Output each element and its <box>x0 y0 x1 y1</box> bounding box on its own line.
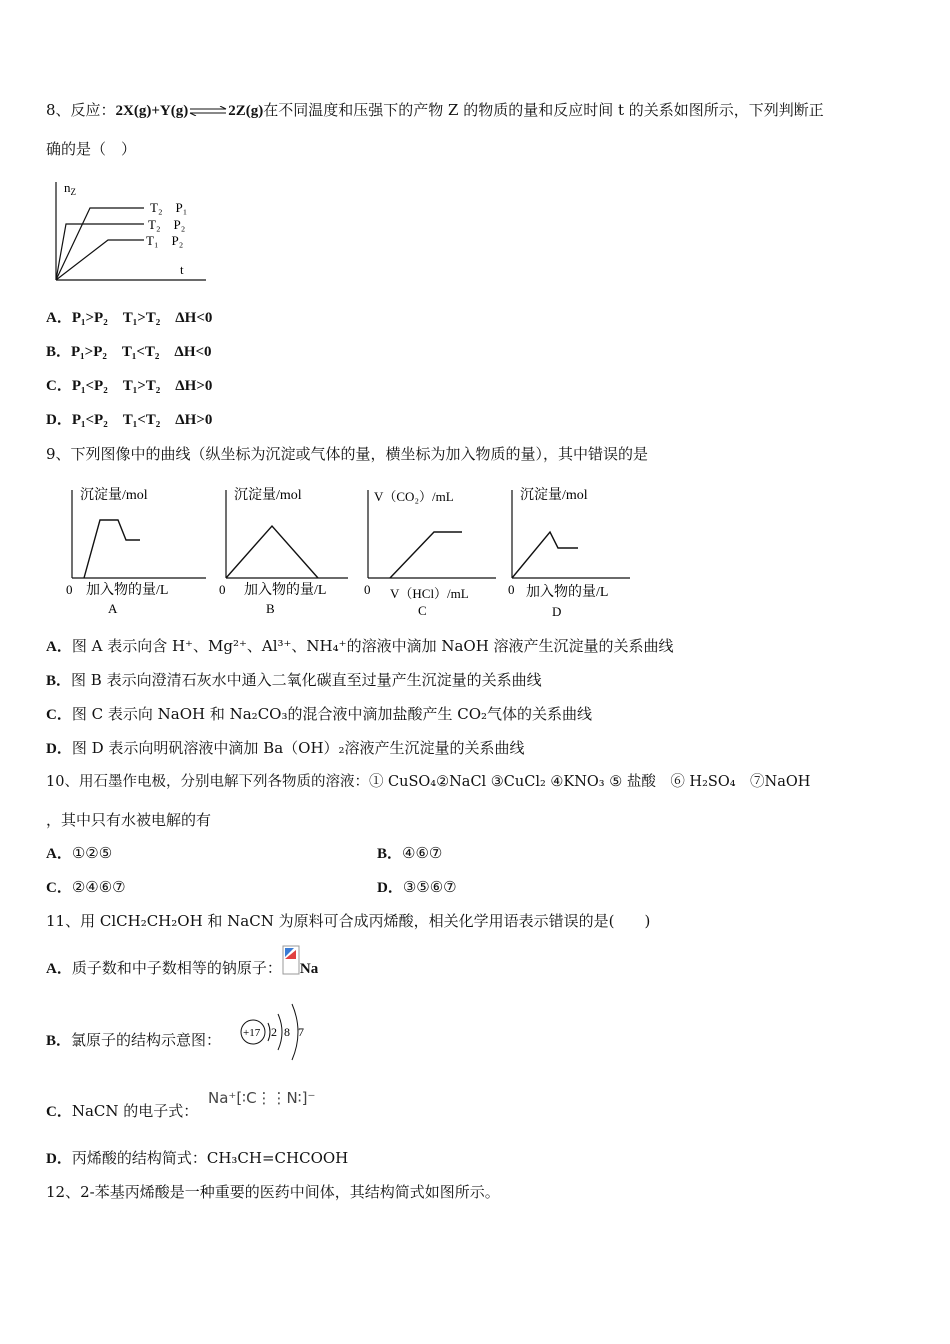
q9-graph-a <box>66 487 206 616</box>
q9-option-d: D．图 D 表示向明矾溶液中滴加 Ba（OH）₂溶液产生沉淀量的关系曲线 <box>46 739 525 757</box>
q9-graph-c-curve <box>390 532 462 578</box>
q11-option-c: C．NaCN 的电子式： <box>46 1102 199 1120</box>
q8-eq-right: 2Z(g) <box>228 103 264 119</box>
q11-option-b: B．氯原子的结构示意图： <box>46 1031 222 1049</box>
q9-graph-c <box>364 489 496 618</box>
q8-option-d: D．P₁<P₂ T₁<T₂ ΔH>0 <box>46 412 213 428</box>
atom-nucleus: +17 <box>243 1027 261 1039</box>
q8-option-c: C．P₁<P₂ T₁>T₂ ΔH>0 <box>46 378 213 394</box>
q8-option-a: A．P₁>P₂ T₁>T₂ ΔH<0 <box>46 310 213 326</box>
q8-y-label: $n_Z$ <box>64 180 76 197</box>
q9-graph-c-xlabel: V（HCl）/mL <box>390 586 469 601</box>
atom-shell-2: 8 <box>284 1025 290 1039</box>
q9-option-c: C．图 C 表示向 NaOH 和 Na₂CO₃的混合液中滴加盐酸产生 CO₂气体的关系曲线 <box>46 705 593 723</box>
q9-graph-d-curve <box>512 532 578 578</box>
equilibrium-arrow-icon <box>188 106 228 116</box>
q9-graph-b <box>219 487 348 616</box>
q10-option-d: D．③⑤⑥⑦ <box>377 878 457 896</box>
q9-graphs <box>56 482 636 622</box>
q8-curve-3 <box>56 240 144 280</box>
q10-option-c: C．②④⑥⑦ <box>46 878 126 896</box>
q8-curve-1-label: T₂ P₁ <box>150 200 188 215</box>
q8-option-b: B．P₁>P₂ T₁<T₂ ΔH<0 <box>46 344 212 360</box>
chlorine-atom-diagram <box>238 1000 314 1064</box>
q8-eq-left: 2X(g)+Y(g) <box>115 103 189 119</box>
q9-graph-c-caption: C <box>418 603 427 618</box>
q10-stem: 10、用石墨作电极，分别电解下列各物质的溶液：① CuSO₄②NaCl ③CuCl₂ ④KNO₃ ⑤ 盐酸 ⑥ H₂SO₄ ⑦NaOH <box>46 774 811 790</box>
q9-graph-d-origin: 0 <box>508 582 515 597</box>
q12-stem: 12、2-苯基丙烯酸是一种重要的医药中间体，其结构简式如图所示。 <box>46 1183 500 1201</box>
q9-option-a: A．图 A 表示向含 H⁺、Mg²⁺、Al³⁺、NH₄⁺的溶液中滴加 NaOH 溶液产生沉淀量的关系曲线 <box>46 637 674 655</box>
q9-graph-b-xlabel: 加入物的量/L <box>244 583 327 598</box>
q9-stem: 9、下列图像中的曲线（纵坐标为沉淀或气体的量，横坐标为加入物质的量），其中错误的是 <box>46 445 649 463</box>
q8-text: 在不同温度和压强下的产物 Z 的物质的量和反应时间 t 的关系如图所示，下列判断正 <box>263 101 824 119</box>
q10-option-b: B．④⑥⑦ <box>377 844 443 862</box>
q9-graph-d-xlabel: 加入物的量/L <box>526 585 609 600</box>
q8-curve-2-label: T₂ P₂ <box>148 217 186 232</box>
q9-graph-c-ylabel: V（CO₂）/mL <box>374 489 454 504</box>
q9-graph-c-origin: 0 <box>364 582 371 597</box>
broken-image-icon <box>282 959 300 979</box>
q10-stem-line2: ，其中只有水被电解的有 <box>46 811 212 829</box>
q9-graph-a-curve <box>84 520 140 578</box>
q8-stem-line2: 确的是（ ） <box>46 140 137 158</box>
q8-stem <box>46 100 824 121</box>
q9-graph-d-caption: D <box>552 604 562 619</box>
q9-graph-b-curve <box>226 526 318 578</box>
q9-option-b: B．图 B 表示向澄清石灰水中通入二氧化碳直至过量产生沉淀量的关系曲线 <box>46 671 542 689</box>
q11-option-a-symbol: Na <box>299 961 319 977</box>
q11-option-d: D．丙烯酸的结构简式：CH₃CH=CHCOOH <box>46 1149 349 1167</box>
q8-graph <box>46 176 216 288</box>
atom-shell-1: 2 <box>271 1025 277 1039</box>
q9-graph-a-caption: A <box>108 601 118 616</box>
q8-number: 8、反应： <box>46 101 116 119</box>
atom-shell-3: 7 <box>298 1025 304 1039</box>
q9-graph-a-xlabel: 加入物的量/L <box>86 583 169 598</box>
q9-graph-b-ylabel: 沉淀量/mol <box>234 488 302 503</box>
q10-option-a: A．①②⑤ <box>46 844 113 862</box>
q9-graph-b-caption: B <box>266 601 275 616</box>
q9-graph-b-origin: 0 <box>219 582 226 597</box>
q9-graph-a-origin: 0 <box>66 582 73 597</box>
q8-curve-3-label: T₁ P₂ <box>146 233 184 248</box>
q9-graph-a-ylabel: 沉淀量/mol <box>80 488 148 503</box>
q11-electron-formula: Na⁺[∶C⋮⋮N∶]⁻ <box>208 1089 316 1107</box>
q11-option-a: A．质子数和中子数相等的钠原子： Na <box>46 958 318 979</box>
q9-graph-d-ylabel: 沉淀量/mol <box>520 488 588 503</box>
q11-stem: 11、用 ClCH₂CH₂OH 和 NaCN 为原料可合成丙烯酸，相关化学用语表示错误的是( ) <box>46 912 651 930</box>
q9-graph-d <box>508 487 630 619</box>
q8-x-label: t <box>180 262 184 277</box>
